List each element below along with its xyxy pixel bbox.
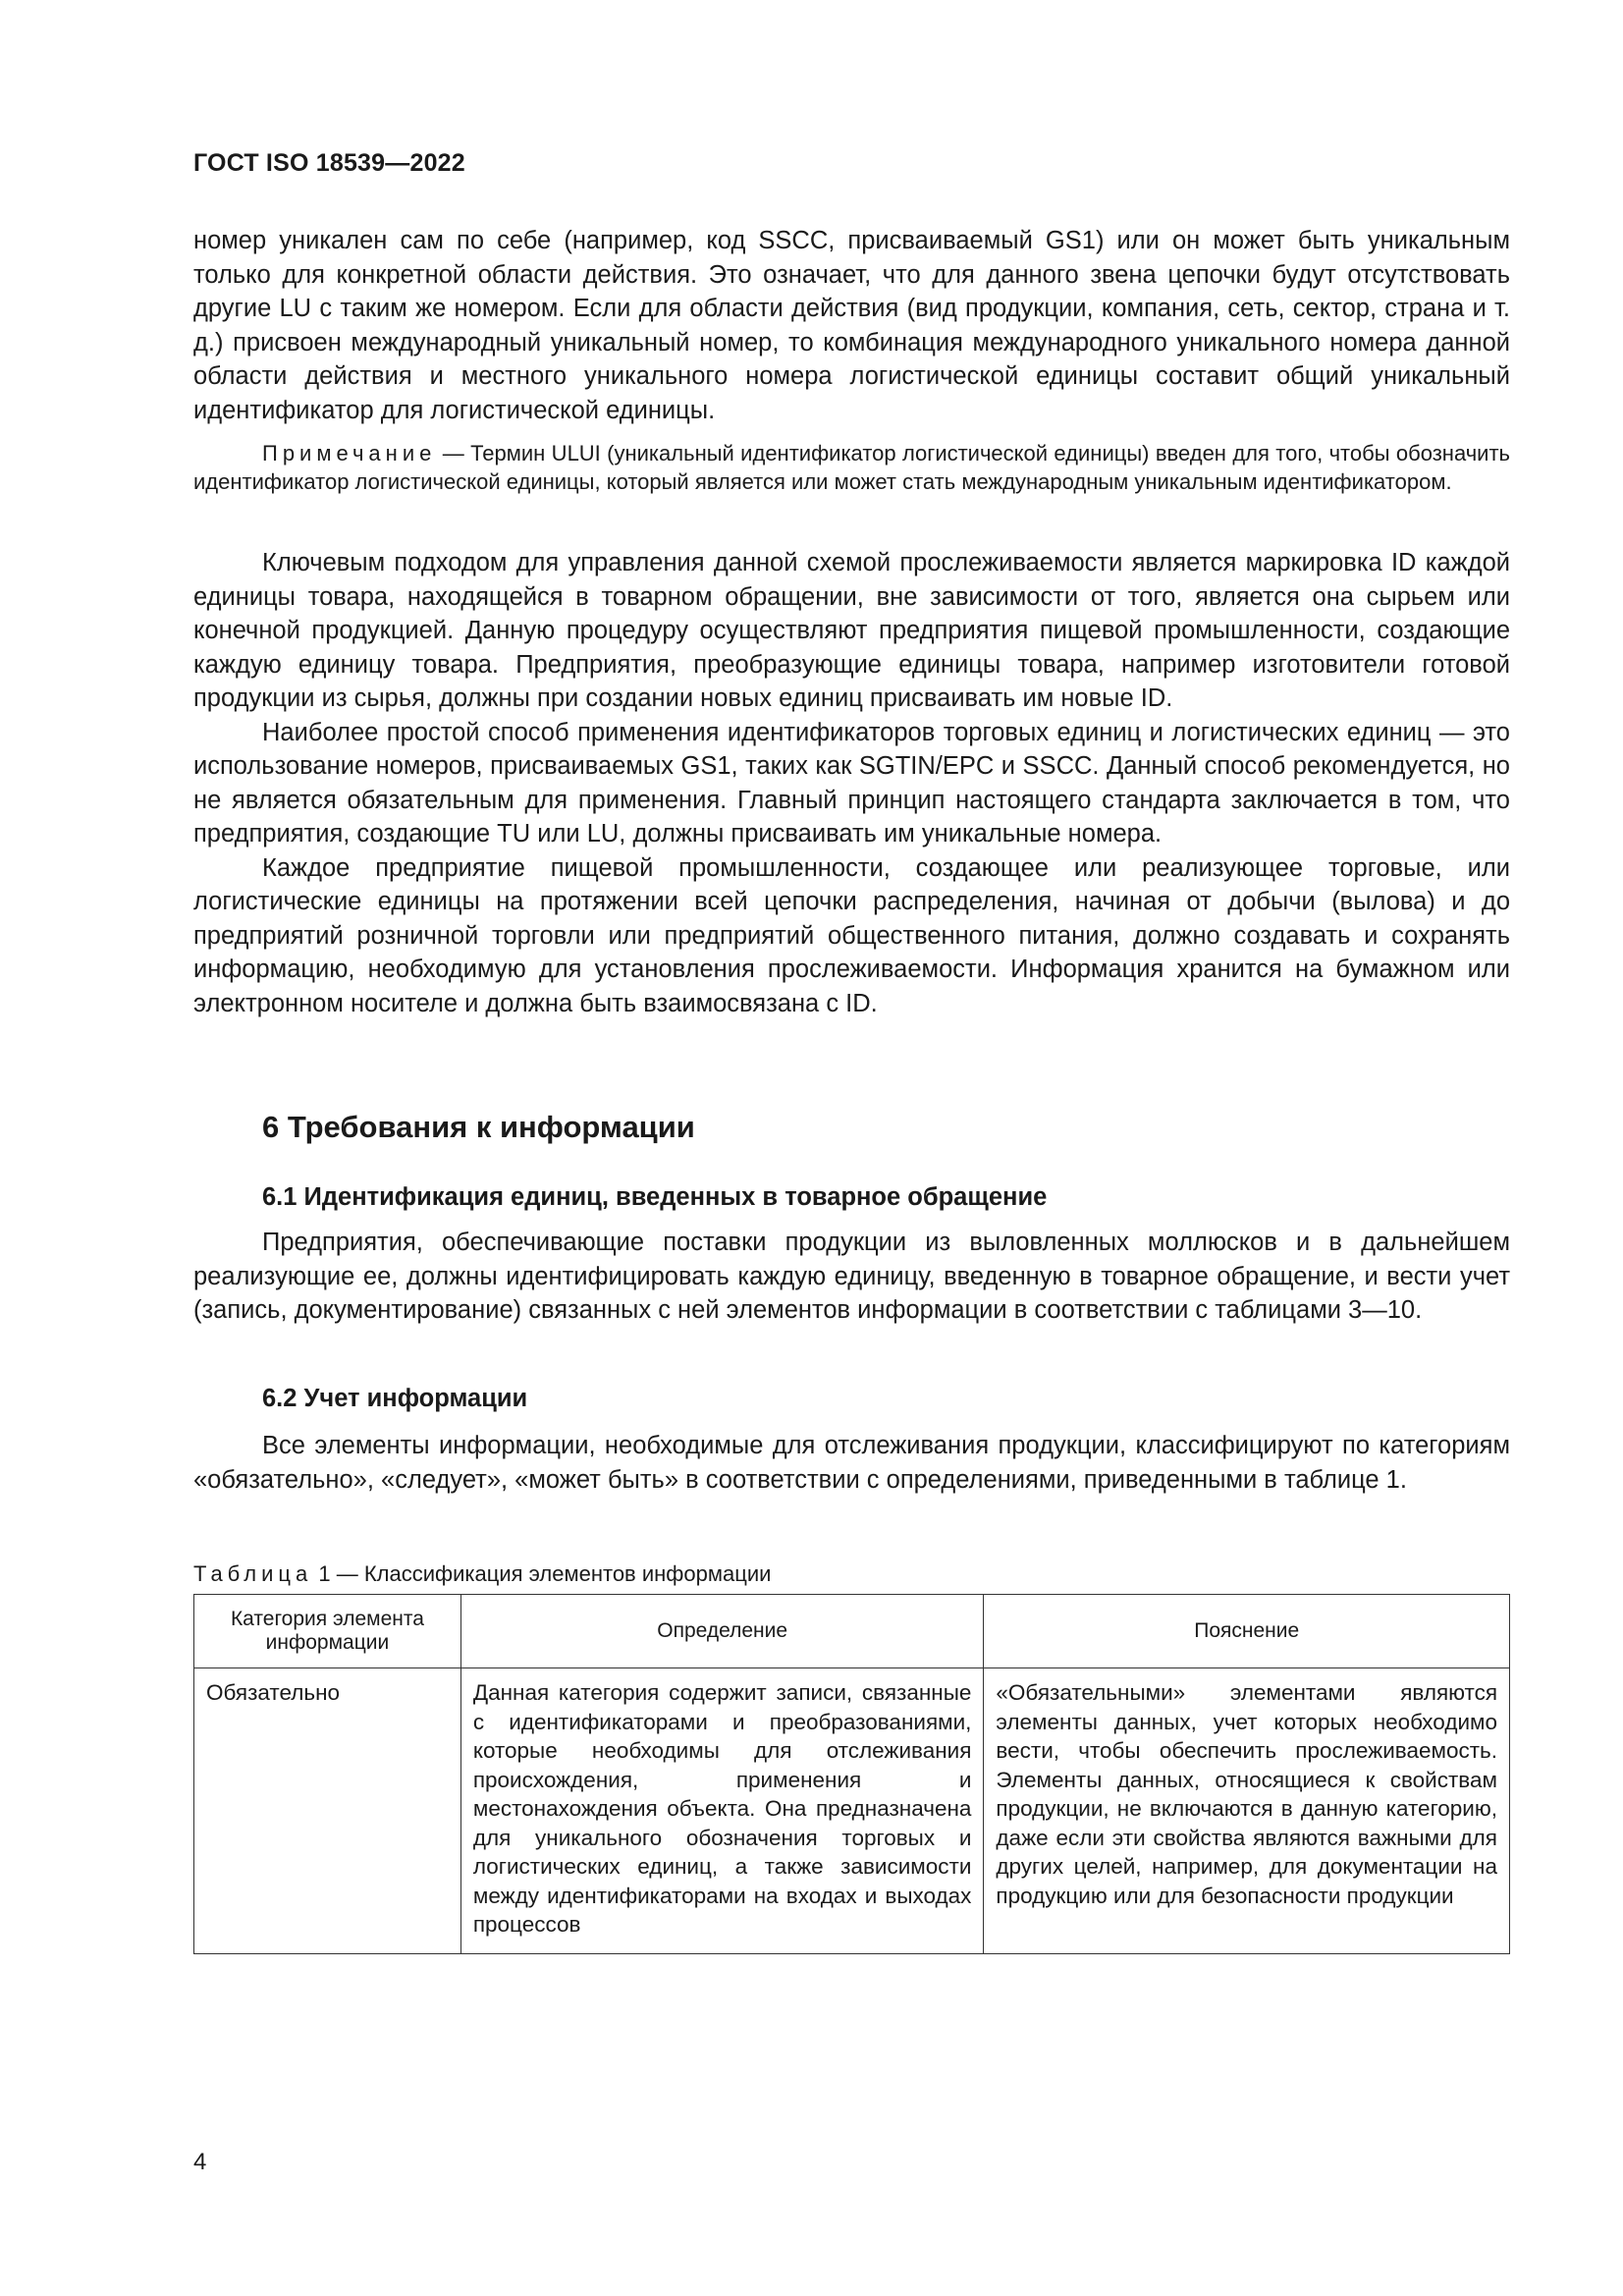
table-caption-label: Таблица — [193, 1561, 313, 1586]
paragraph-6-1: Предприятия, обеспечивающие поставки продукции из выловленных моллюсков и в дальнейшем реализующие ее, должны идентифицировать каждую единицу, введенную в товарное обращение, и вести учет (запись, документирование) связанных с ней элементов информации в соответствии с таблицами 3—10. — [193, 1229, 1510, 1324]
paragraph-gs1: Наиболее простой способ применения идентификаторов торговых единиц и логистических единиц — это использование номеров, присваиваемых GS1, таких как SGTIN/EPC и SSCC. Данный способ рекомендуется, но не является обязательным для применения. Главный принцип настоящего стандарта заключается в том, что предприятия, создающие TU или LU, должны присваивать им уникальные номера. — [193, 718, 1510, 847]
table-cell-definition: Данная категория содержит записи, связанные с идентификаторами и преобразованиями, которые необходимы для отслеживания происхождения, применения и местонахождения объекта. Она предназначена для уникального обозначения торговых и логистических единиц, а также зависимости между идентификаторами на входах и выходах процессов — [460, 1668, 984, 1954]
page-number: 4 — [193, 2149, 207, 2175]
body-section-intro — [193, 224, 1510, 427]
table-cell-explanation: «Обязательными» элементами являются элементы данных, учет которых необходимо вести, чтобы обеспечить прослеживаемость. Элементы данных, относящиеся к свойствам продукции, не включаются в данную категорию, даже если эти свойства являются важными для других целей, например, для документации на продукцию или для безопасности продукции — [984, 1668, 1510, 1954]
section-heading-6-2: 6.2 Учет информации — [262, 1385, 528, 1412]
table-header-row — [194, 1595, 1510, 1668]
note-text: — Термин ULUI (уникальный идентификатор логистической единицы) введен для того, чтобы обозначить идентификатор логистической единицы, который является или может стать международным уникальным идентификатором. — [193, 441, 1510, 494]
paragraph-information: Каждое предприятие пищевой промышленности, создающее или реализующее торговые, или логистические единицы на протяжении всей цепочки распределения, начиная от добычи (вылова) и до предприятий розничной торговли или предприятий общественного питания, должно создавать и сохранять информацию, необходимую для установления прослеживаемости. Информация хранится на бумажном или электронном носителе и должна быть взаимосвязана с ID. — [193, 853, 1510, 1017]
body-section-6-1 — [193, 1226, 1510, 1328]
section-heading-6: 6 Требования к информации — [262, 1110, 695, 1144]
classification-table — [193, 1594, 1510, 1954]
table-header-definition: Определение — [460, 1595, 984, 1668]
paragraph-6-2: Все элементы информации, необходимые для отслеживания продукции, классифицируют по категориям «обязательно», «следует», «может быть» в соответствии с определениями, приведенными в таблице 1. — [193, 1432, 1510, 1494]
table-header-category: Категория элемента информации — [194, 1595, 461, 1668]
table-caption-text: 1 — Классификация элементов информации — [312, 1561, 772, 1586]
table-caption — [193, 1561, 771, 1587]
body-section-6-2 — [193, 1429, 1510, 1497]
section-heading-6-1: 6.1 Идентификация единиц, введенных в товарное обращение — [262, 1183, 1048, 1211]
table-row — [194, 1668, 1510, 1954]
note-label: Примечание — [262, 441, 437, 465]
paragraph-continuation: номер уникален сам по себе (например, код SSCC, присваиваемый GS1) или он может быть уникальным только для конкретной области действия. Это означает, что для данного звена цепочки будут отсутствовать другие LU с таким же номером. Если для области действия (вид продукции, компания, сеть, сектор, страна и т. д.) присвоен международный уникальный номер, то комбинация международного уникального номера данной области действия и местного уникального номера логистической единицы составит общий уникальный идентификатор для логистической единицы. — [193, 227, 1510, 424]
note — [193, 440, 1510, 496]
table-header-explanation: Пояснение — [984, 1595, 1510, 1668]
paragraph-id-marking: Ключевым подходом для управления данной схемой прослеживаемости является маркировка ID каждой единицы товара, находящейся в товарном обращении, вне зависимости от того, является она сырьем или конечной продукцией. Данную процедуру осуществляют предприятия пищевой промышленности, создающие каждую единицу товара. Предприятия, преобразующие единицы товара, например изготовители готовой продукции из сырья, должны при создании новых единиц присваивать им новые ID. — [193, 549, 1510, 712]
document-header: ГОСТ ISO 18539—2022 — [193, 149, 465, 177]
table-cell-category: Обязательно — [194, 1668, 461, 1954]
body-section-main — [193, 546, 1510, 1020]
